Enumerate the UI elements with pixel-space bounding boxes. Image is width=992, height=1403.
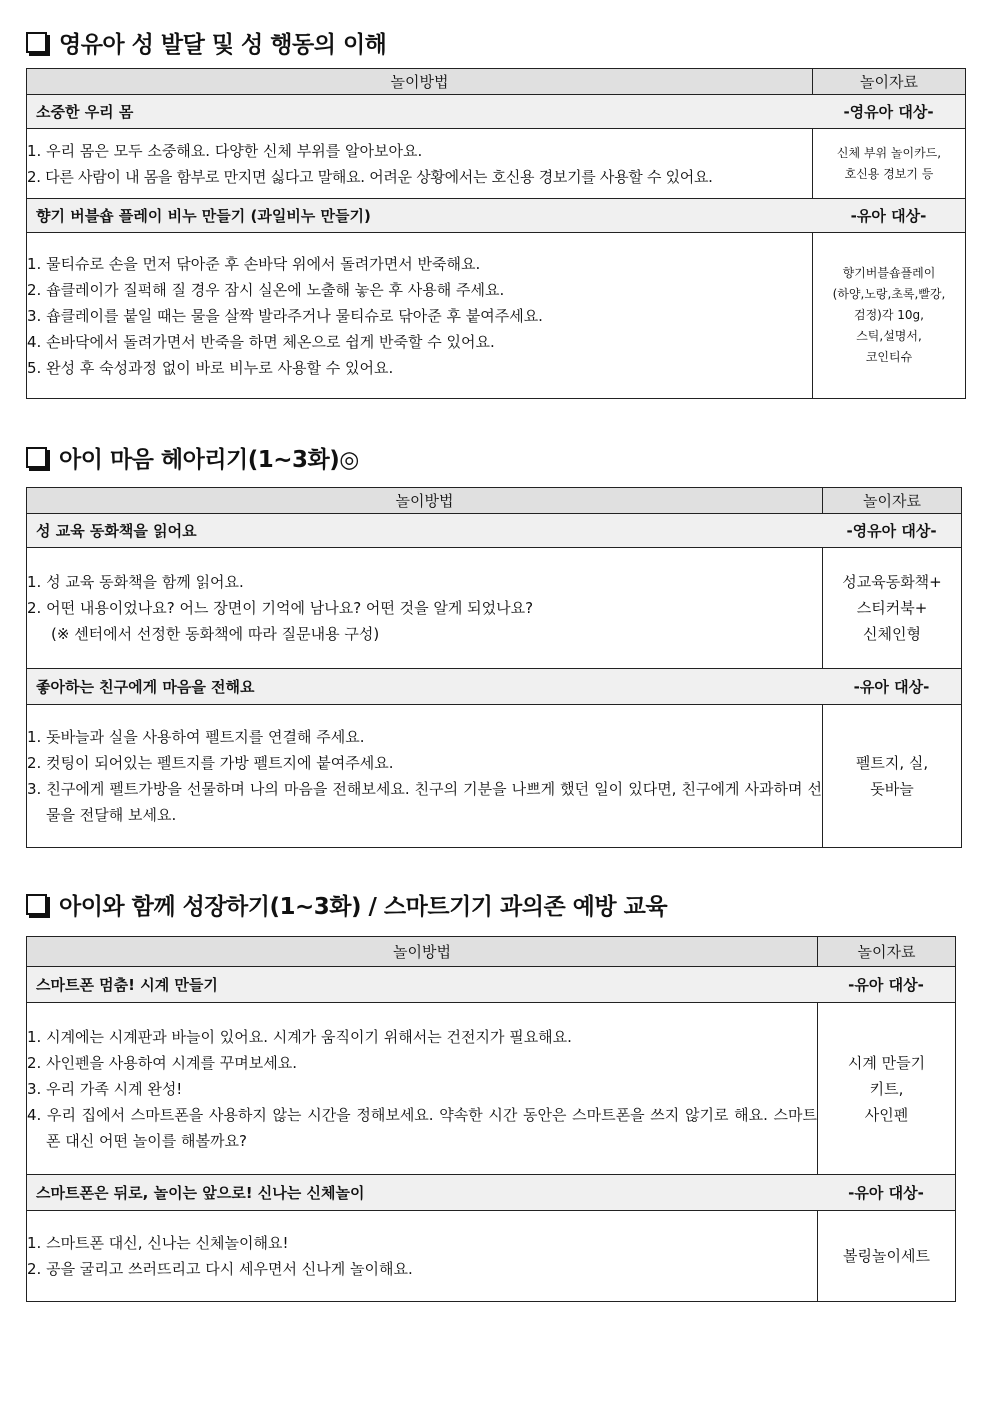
section-heading — [26, 26, 386, 59]
method-header: 놀이방법 — [27, 937, 818, 967]
material-line: 신체 부위 놀이카드, — [836, 145, 942, 160]
section-title: 아이 마음 헤아리기(1~3화)◎ — [59, 447, 359, 473]
material-line: 돗바늘 — [870, 780, 914, 798]
step-item: 2. 어떤 내용이었나요? 어느 장면이 기억에 남나요? 어떤 것을 알게 되었나요? — [27, 599, 534, 617]
material-line: 검정)각 10g, — [854, 308, 924, 322]
step-item: 2. 사인펜을 사용하여 시계를 꾸며보세요. — [27, 1053, 297, 1072]
method-header: 놀이방법 — [27, 69, 813, 95]
activity-content-row — [27, 129, 966, 199]
materials-header: 놀이자료 — [818, 937, 956, 967]
activity-materials — [813, 129, 966, 199]
material-line: 성교육동화책+ — [842, 573, 942, 591]
section-title: 아이와 함께 성장하기(1~3화) / 스마트기기 과의존 예방 교육 — [59, 894, 668, 920]
activity-title-row — [27, 199, 966, 233]
activity-table — [26, 936, 956, 1302]
activity-steps — [27, 548, 823, 669]
table-header-row — [27, 488, 962, 514]
activity-steps — [27, 705, 823, 848]
step-item: 3. 숍클레이를 붙일 때는 물을 살짝 발라주거나 물티슈로 닦아준 후 붙여주세요. — [27, 306, 543, 325]
activity-materials — [823, 548, 962, 669]
activity-target: -유아 대상- — [848, 976, 924, 994]
activity-content-row — [27, 705, 962, 848]
activity-title-row — [27, 1175, 956, 1211]
step-item: 2. 공을 굴리고 쓰러뜨리고 다시 세우면서 신나게 놀이해요. — [27, 1260, 413, 1278]
activity-materials — [818, 1003, 956, 1175]
activity-table — [26, 487, 962, 848]
activity-title: 좋아하는 친구에게 마음을 전해요 — [36, 678, 255, 696]
step-item: 2. 숍클레이가 질퍽해 질 경우 잠시 실온에 노출해 놓은 후 사용해 주세요. — [27, 280, 505, 299]
activity-title: 스마트폰 멈춤! 시계 만들기 — [36, 976, 218, 994]
material-line: 호신용 경보기 등 — [844, 166, 934, 181]
material-line: 향기버블숍플레이 — [842, 266, 936, 280]
activity-title-row — [27, 514, 962, 548]
material-line: 키트, — [869, 1079, 904, 1098]
activity-title: 스마트폰은 뒤로, 놀이는 앞으로! 신나는 신체놀이 — [36, 1184, 365, 1202]
activity-steps — [27, 1003, 818, 1175]
section-heading — [26, 888, 667, 921]
activity-content-row — [27, 1211, 956, 1302]
activity-title: 향기 버블숍 플레이 비누 만들기 (과일비누 만들기) — [36, 207, 371, 225]
materials-header: 놀이자료 — [823, 488, 962, 514]
activity-materials — [823, 705, 962, 848]
material-line: 볼링놀이세트 — [843, 1247, 930, 1265]
material-line: 사인펜 — [864, 1105, 909, 1124]
activity-target: -유아 대상- — [850, 207, 927, 225]
activity-steps — [27, 233, 813, 399]
material-line: 펠트지, 실, — [855, 754, 929, 772]
activity-target: -유아 대상- — [848, 1184, 924, 1202]
activity-title-row — [27, 669, 962, 705]
step-item: 1. 우리 몸은 모두 소중해요. 다양한 신체 부위를 알아보아요. — [27, 141, 423, 160]
activity-content-row — [27, 1003, 956, 1175]
step-item: 4. 손바닥에서 돌려가면서 반죽을 하면 체온으로 쉽게 반죽할 수 있어요. — [27, 332, 495, 351]
activity-target: -영유아 대상- — [846, 522, 937, 540]
checkbox-icon — [26, 447, 47, 468]
method-header: 놀이방법 — [27, 488, 823, 514]
activity-target: -유아 대상- — [853, 678, 930, 696]
step-note: (※ 센터에서 선정한 동화책에 따라 질문내용 구성) — [51, 625, 380, 643]
checkbox-icon — [26, 894, 47, 915]
step-item: 5. 완성 후 숙성과정 없이 바로 비누로 사용할 수 있어요. — [27, 358, 394, 377]
step-item: 3. 친구에게 펠트가방을 선물하며 나의 마음을 전해보세요. 친구의 기분을 나쁘게 했던 일이 있다면, 친구에게 사과하며 선물을 전달해 보세요. — [27, 780, 822, 824]
activity-title: 소중한 우리 몸 — [36, 103, 134, 121]
activity-target: -영유아 대상- — [843, 103, 934, 121]
activity-materials — [813, 233, 966, 399]
activity-content-row — [27, 233, 966, 399]
step-item: 3. 우리 가족 시계 완성! — [27, 1079, 183, 1098]
step-item: 1. 성 교육 동화책을 함께 읽어요. — [27, 573, 244, 591]
step-item: 1. 물티슈로 손을 먼저 닦아준 후 손바닥 위에서 돌려가면서 반죽해요. — [27, 254, 481, 273]
activity-materials — [818, 1211, 956, 1302]
activity-title-row — [27, 95, 966, 129]
material-line: 스틱,설명서, — [856, 329, 922, 343]
activity-title-row — [27, 967, 956, 1003]
activity-steps — [27, 129, 813, 199]
material-line: 시계 만들기 — [847, 1053, 926, 1072]
materials-header: 놀이자료 — [813, 69, 966, 95]
activity-table — [26, 68, 966, 399]
material-line: (하양,노랑,초록,빨강, — [832, 287, 946, 301]
step-item: 1. 돗바늘과 실을 사용하여 펠트지를 연결해 주세요. — [27, 728, 365, 746]
material-line: 코인티슈 — [865, 350, 913, 364]
step-item: 1. 스마트폰 대신, 신나는 신체놀이해요! — [27, 1234, 289, 1252]
step-item: 1. 시계에는 시계판과 바늘이 있어요. 시계가 움직이기 위해서는 건전지가 필요해요. — [27, 1027, 572, 1046]
step-item: 4. 우리 집에서 스마트폰을 사용하지 않는 시간을 정해보세요. 약속한 시간 동안은 스마트폰을 쓰지 않기로 해요. 스마트폰 대신 어떤 놀이를 해볼까요? — [27, 1105, 817, 1150]
checkbox-icon — [26, 32, 47, 53]
section-title: 영유아 성 발달 및 성 행동의 이해 — [59, 32, 387, 58]
step-item: 2. 컷팅이 되어있는 펠트지를 가방 펠트지에 붙여주세요. — [27, 754, 394, 772]
table-header-row — [27, 937, 956, 967]
activity-title: 성 교육 동화책을 읽어요 — [36, 522, 197, 540]
table-header-row — [27, 69, 966, 95]
section-heading — [26, 441, 359, 474]
material-line: 신체인형 — [863, 625, 921, 643]
activity-content-row — [27, 548, 962, 669]
activity-steps — [27, 1211, 818, 1302]
material-line: 스티커북+ — [856, 599, 928, 617]
step-item: 2. 다른 사람이 내 몸을 함부로 만지면 싫다고 말해요. 어려운 상황에서는 호신용 경보기를 사용할 수 있어요. — [27, 167, 713, 186]
